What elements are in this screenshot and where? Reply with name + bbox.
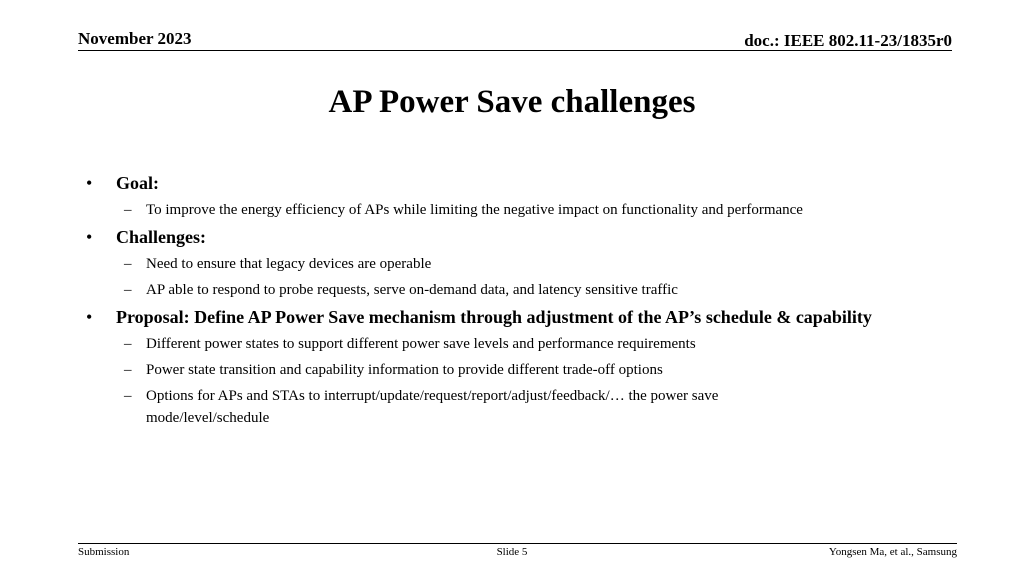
bullet-goal-label: Goal: <box>116 173 159 193</box>
sub-item <box>84 359 964 381</box>
bullet-mark: • <box>86 227 93 247</box>
sub-item-text: Power state transition and capability information to provide different trade-off options <box>146 362 663 378</box>
header-doc-id: doc.: IEEE 802.11-23/1835r0 <box>744 31 952 50</box>
footer-slide-number: Slide 5 <box>496 546 528 558</box>
dash-mark: – <box>124 336 132 352</box>
bullet-challenges <box>84 225 964 249</box>
sub-item-text: Need to ensure that legacy devices are operable <box>146 256 432 272</box>
bullet-goal <box>84 171 964 195</box>
slide-title: AP Power Save challenges <box>328 84 696 120</box>
bullet-mark: • <box>86 173 93 193</box>
bullet-proposal <box>84 305 964 329</box>
sub-item <box>84 279 964 301</box>
footer-submission: Submission <box>78 546 130 558</box>
sub-item <box>84 253 964 275</box>
dash-mark: – <box>124 362 132 378</box>
footer-divider <box>78 543 957 544</box>
bullet-challenges-label: Challenges: <box>116 227 206 247</box>
footer-authors: Yongsen Ma, et al., Samsung <box>828 546 957 558</box>
dash-mark: – <box>124 256 132 272</box>
dash-mark: – <box>124 202 132 218</box>
sub-item-text: Options for APs and STAs to interrupt/update/request/report/adjust/feedback/… the power save mode/level/schedule <box>146 388 719 426</box>
dash-mark: – <box>124 282 132 298</box>
sub-item-text: Different power states to support different power save levels and performance requirements <box>146 336 696 352</box>
bullet-mark: • <box>86 307 93 327</box>
header-date: November 2023 <box>78 29 192 48</box>
sub-item-text: AP able to respond to probe requests, serve on-demand data, and latency sensitive traffic <box>146 282 678 298</box>
sub-item-text: To improve the energy efficiency of APs while limiting the negative impact on functionality and performance <box>146 202 803 218</box>
sub-item <box>84 199 964 221</box>
slide-body <box>84 171 964 433</box>
bullet-proposal-label: Proposal: Define AP Power Save mechanism through adjustment of the AP’s schedule & capability <box>116 307 872 327</box>
sub-item <box>84 385 964 429</box>
dash-mark: – <box>124 388 132 404</box>
sub-item <box>84 333 964 355</box>
header-divider <box>78 50 952 51</box>
